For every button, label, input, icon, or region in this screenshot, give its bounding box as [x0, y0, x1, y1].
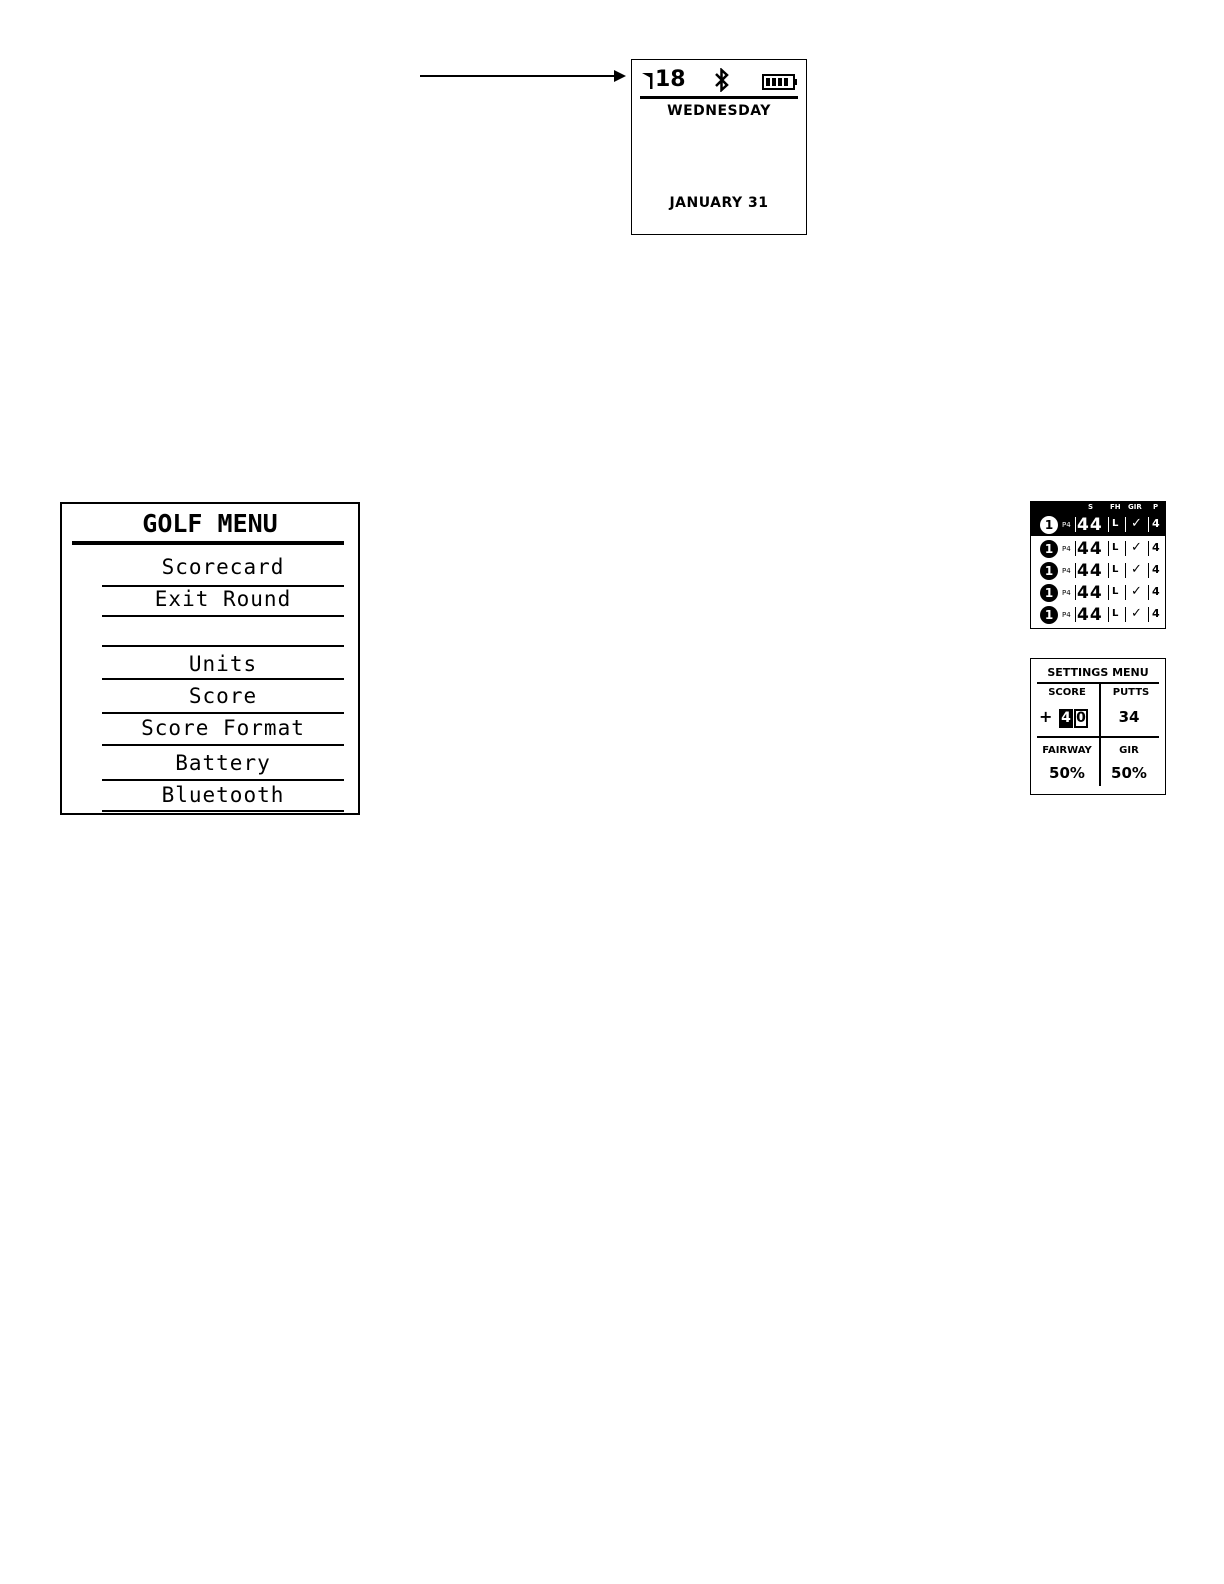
column-divider — [1075, 563, 1076, 578]
header-fairway: FH — [1110, 503, 1121, 511]
column-divider — [1148, 517, 1149, 532]
settings-title: SETTINGS MENU — [1047, 666, 1149, 679]
score-sign: + — [1039, 707, 1053, 726]
scorecard-screen — [1030, 501, 1166, 629]
scorecard-row[interactable] — [1031, 513, 1165, 535]
column-divider — [1108, 585, 1109, 600]
strokes-value: 44 — [1077, 605, 1103, 625]
score-value — [1039, 707, 1088, 728]
header-strokes: S — [1088, 503, 1094, 511]
putts-label: PUTTS — [1112, 687, 1150, 698]
putts-value: 4 — [1152, 541, 1160, 554]
fairway-value: L — [1112, 586, 1119, 597]
gir-value: 50% — [1111, 764, 1147, 782]
title-divider — [1037, 682, 1159, 684]
strokes-value: 44 — [1077, 561, 1103, 581]
scorecard-row[interactable] — [1031, 581, 1165, 603]
column-divider — [1148, 541, 1149, 556]
column-divider — [1108, 541, 1109, 556]
golf-menu — [60, 502, 360, 815]
header-gir: GIR — [1128, 503, 1142, 511]
putts-value: 34 — [1118, 708, 1140, 726]
score-digit-1: 4 — [1059, 709, 1073, 728]
putts-value: 4 — [1152, 517, 1160, 530]
column-divider — [1125, 607, 1126, 622]
par-label: P4 — [1062, 567, 1071, 575]
par-label: P4 — [1062, 611, 1071, 619]
menu-item-exit-round[interactable]: Exit Round — [102, 587, 344, 617]
pointer-arrow — [418, 66, 628, 86]
column-divider — [1108, 517, 1109, 532]
gir-check-icon: ✓ — [1131, 606, 1142, 621]
column-divider — [1125, 563, 1126, 578]
scorecard-row[interactable] — [1031, 603, 1165, 625]
hole-badge: 1 — [1040, 516, 1058, 534]
putts-value: 4 — [1152, 607, 1160, 620]
column-divider — [1125, 585, 1126, 600]
menu-item-score-format[interactable]: Score Format — [102, 714, 344, 746]
putts-value: 4 — [1152, 585, 1160, 598]
column-divider — [1075, 585, 1076, 600]
column-divider — [1108, 563, 1109, 578]
hole-badge: 1 — [1040, 562, 1058, 580]
scorecard-row[interactable] — [1031, 537, 1165, 559]
menu-item-bluetooth[interactable]: Bluetooth — [102, 781, 344, 812]
menu-item-battery[interactable]: Battery — [102, 746, 344, 781]
stats-screen — [1030, 658, 1166, 795]
fairway-value: L — [1112, 564, 1119, 575]
column-divider — [1075, 607, 1076, 622]
menu-item-score[interactable]: Score — [102, 680, 344, 714]
column-divider — [1075, 517, 1076, 532]
weekday-label: WEDNESDAY — [667, 103, 771, 119]
par-label: P4 — [1062, 589, 1071, 597]
strokes-value: 44 — [1077, 539, 1103, 559]
column-divider — [1125, 541, 1126, 556]
hole-number: 18 — [655, 67, 686, 92]
fairway-value: L — [1112, 542, 1119, 553]
hole-badge: 1 — [1040, 540, 1058, 558]
hole-badge: 1 — [1040, 584, 1058, 602]
date-label: JANUARY 31 — [669, 195, 769, 211]
column-divider — [1148, 607, 1149, 622]
strokes-value: 44 — [1077, 583, 1103, 603]
gir-check-icon: ✓ — [1131, 540, 1142, 555]
column-divider — [1075, 541, 1076, 556]
column-divider — [1148, 585, 1149, 600]
bluetooth-icon — [713, 68, 731, 92]
putts-value: 4 — [1152, 563, 1160, 576]
battery-icon — [762, 74, 798, 90]
menu-title: GOLF MENU — [142, 509, 278, 538]
strokes-value: 44 — [1077, 515, 1103, 535]
title-divider — [72, 541, 344, 545]
date-screen — [631, 59, 807, 235]
gir-check-icon: ✓ — [1131, 584, 1142, 599]
row-divider — [1037, 736, 1159, 738]
menu-item-units[interactable]: Units — [102, 647, 344, 680]
fairway-label: FAIRWAY — [1042, 745, 1092, 756]
gir-label: GIR — [1119, 745, 1139, 756]
gir-check-icon: ✓ — [1131, 562, 1142, 577]
header-putts: P — [1153, 503, 1159, 511]
column-divider — [1148, 563, 1149, 578]
gir-check-icon: ✓ — [1131, 516, 1142, 531]
score-digit-2: 0 — [1074, 709, 1088, 728]
flag-icon — [642, 72, 654, 90]
score-label: SCORE — [1048, 687, 1086, 698]
status-bar — [640, 66, 798, 99]
column-divider — [1108, 607, 1109, 622]
par-label: P4 — [1062, 521, 1071, 529]
par-label: P4 — [1062, 545, 1071, 553]
fairway-value: L — [1112, 608, 1119, 619]
scorecard-row[interactable] — [1031, 559, 1165, 581]
column-divider — [1125, 517, 1126, 532]
menu-item-scorecard[interactable]: Scorecard — [102, 555, 344, 587]
menu-item-blank[interactable] — [102, 617, 344, 647]
fairway-value: 50% — [1049, 764, 1085, 782]
fairway-value: L — [1112, 518, 1119, 529]
hole-badge: 1 — [1040, 606, 1058, 624]
